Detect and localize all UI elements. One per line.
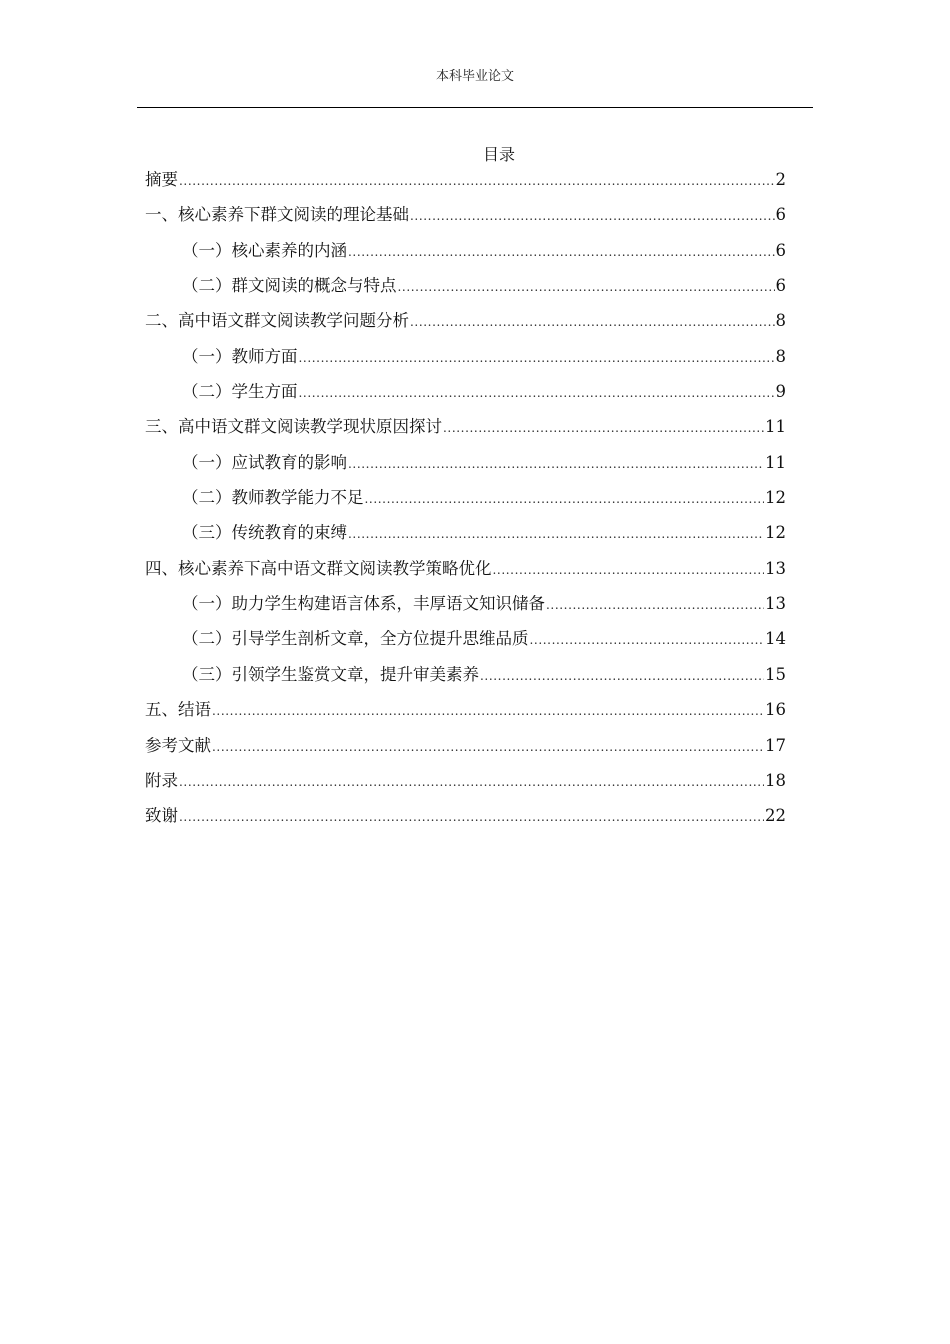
toc-entry-page-number: 14 bbox=[765, 629, 786, 649]
toc-entry-title: （三）传统教育的束缚 bbox=[182, 523, 347, 543]
toc-dot-leader bbox=[493, 553, 765, 588]
toc-entry-title: 二、高中语文群文阅读教学问题分析 bbox=[145, 311, 409, 331]
toc-dot-leader bbox=[348, 517, 764, 552]
toc-dot-leader bbox=[546, 588, 764, 623]
toc-entry-page-number: 12 bbox=[765, 488, 786, 508]
toc-dot-leader bbox=[348, 447, 764, 482]
toc-entry-title: 四、核心素养下高中语文群文阅读教学策略优化 bbox=[145, 558, 492, 578]
toc-entry-page-number: 13 bbox=[765, 594, 786, 614]
toc-dot-leader bbox=[530, 623, 765, 658]
toc-entry-section[interactable] bbox=[145, 268, 786, 303]
toc-entry-title: 参考文献 bbox=[145, 735, 211, 755]
toc-entry-page-number: 12 bbox=[765, 523, 786, 543]
toc-entry-page-number: 2 bbox=[775, 170, 786, 189]
toc-entry-title: （二）引导学生剖析文章，全方位提升思维品质 bbox=[182, 629, 529, 649]
toc-entry-title: 附录 bbox=[145, 770, 178, 790]
toc-entry-section[interactable] bbox=[145, 657, 786, 692]
toc-entry-chapter[interactable] bbox=[145, 197, 786, 232]
toc-entry-title: （一）应试教育的影响 bbox=[182, 452, 347, 472]
toc-entry-page-number: 6 bbox=[775, 205, 786, 225]
toc-entry-section[interactable] bbox=[145, 339, 786, 374]
table-of-contents bbox=[145, 162, 786, 834]
toc-entry-chapter[interactable] bbox=[145, 692, 786, 727]
toc-dot-leader bbox=[398, 270, 775, 305]
toc-entry-page-number: 9 bbox=[775, 382, 786, 402]
toc-entry-title: （二）教师教学能力不足 bbox=[182, 488, 364, 508]
toc-entry-chapter[interactable] bbox=[145, 409, 786, 444]
toc-dot-leader bbox=[212, 730, 764, 765]
toc-dot-leader bbox=[212, 694, 764, 729]
toc-entry-section[interactable] bbox=[145, 480, 786, 515]
toc-entry-section[interactable] bbox=[145, 586, 786, 621]
toc-entry-section[interactable] bbox=[145, 374, 786, 409]
header-divider bbox=[137, 107, 813, 108]
toc-entry-title: （二）学生方面 bbox=[182, 382, 298, 402]
toc-dot-leader bbox=[179, 164, 775, 199]
toc-entry-chapter[interactable] bbox=[145, 728, 786, 763]
toc-dot-leader bbox=[410, 199, 775, 234]
toc-entry-page-number: 17 bbox=[765, 735, 786, 755]
toc-entry-page-number: 16 bbox=[765, 700, 786, 720]
toc-entry-title: 摘要 bbox=[145, 170, 178, 189]
toc-dot-leader bbox=[348, 235, 775, 270]
toc-entry-page-number: 8 bbox=[775, 346, 786, 366]
toc-entry-chapter[interactable] bbox=[145, 763, 786, 798]
toc-entry-page-number: 13 bbox=[765, 558, 786, 578]
toc-dot-leader bbox=[443, 411, 764, 446]
toc-entry-title: 五、结语 bbox=[145, 700, 211, 720]
toc-entry-title: 一、核心素养下群文阅读的理论基础 bbox=[145, 205, 409, 225]
toc-entry-page-number: 22 bbox=[765, 806, 786, 826]
toc-dot-leader bbox=[179, 800, 764, 835]
toc-dot-leader bbox=[299, 376, 775, 411]
toc-dot-leader bbox=[365, 482, 765, 517]
toc-entry-section[interactable] bbox=[145, 515, 786, 550]
toc-dot-leader bbox=[410, 305, 775, 340]
toc-entry-page-number: 15 bbox=[765, 664, 786, 684]
toc-entry-title: （二）群文阅读的概念与特点 bbox=[182, 276, 397, 296]
toc-entry-title: （一）教师方面 bbox=[182, 346, 298, 366]
toc-entry-page-number: 18 bbox=[765, 770, 786, 790]
toc-entry-page-number: 8 bbox=[775, 311, 786, 331]
toc-entry-chapter[interactable] bbox=[145, 798, 786, 833]
toc-entry-title: 三、高中语文群文阅读教学现状原因探讨 bbox=[145, 417, 442, 437]
toc-title: 目录 bbox=[482, 145, 515, 164]
toc-entry-section[interactable] bbox=[145, 233, 786, 268]
toc-entry-chapter[interactable] bbox=[145, 303, 786, 338]
toc-entry-title: （一）助力学生构建语言体系，丰厚语文知识储备 bbox=[182, 594, 545, 614]
toc-entry-page-number: 6 bbox=[775, 240, 786, 260]
toc-dot-leader bbox=[299, 341, 775, 376]
toc-entry-title: （三）引领学生鉴赏文章，提升审美素养 bbox=[182, 664, 479, 684]
toc-dot-leader bbox=[179, 765, 764, 800]
toc-entry-page-number: 11 bbox=[765, 417, 786, 437]
toc-dot-leader bbox=[480, 659, 764, 694]
toc-entry-section[interactable] bbox=[145, 445, 786, 480]
toc-entry-page-number: 11 bbox=[765, 452, 786, 472]
toc-entry-chapter[interactable] bbox=[145, 162, 786, 197]
running-header: 本科毕业论文 bbox=[435, 69, 514, 84]
toc-entry-title: 致谢 bbox=[145, 806, 178, 826]
toc-entry-title: （一）核心素养的内涵 bbox=[182, 240, 347, 260]
toc-entry-page-number: 6 bbox=[775, 276, 786, 296]
toc-entry-section[interactable] bbox=[145, 621, 786, 656]
toc-entry-chapter[interactable] bbox=[145, 551, 786, 586]
